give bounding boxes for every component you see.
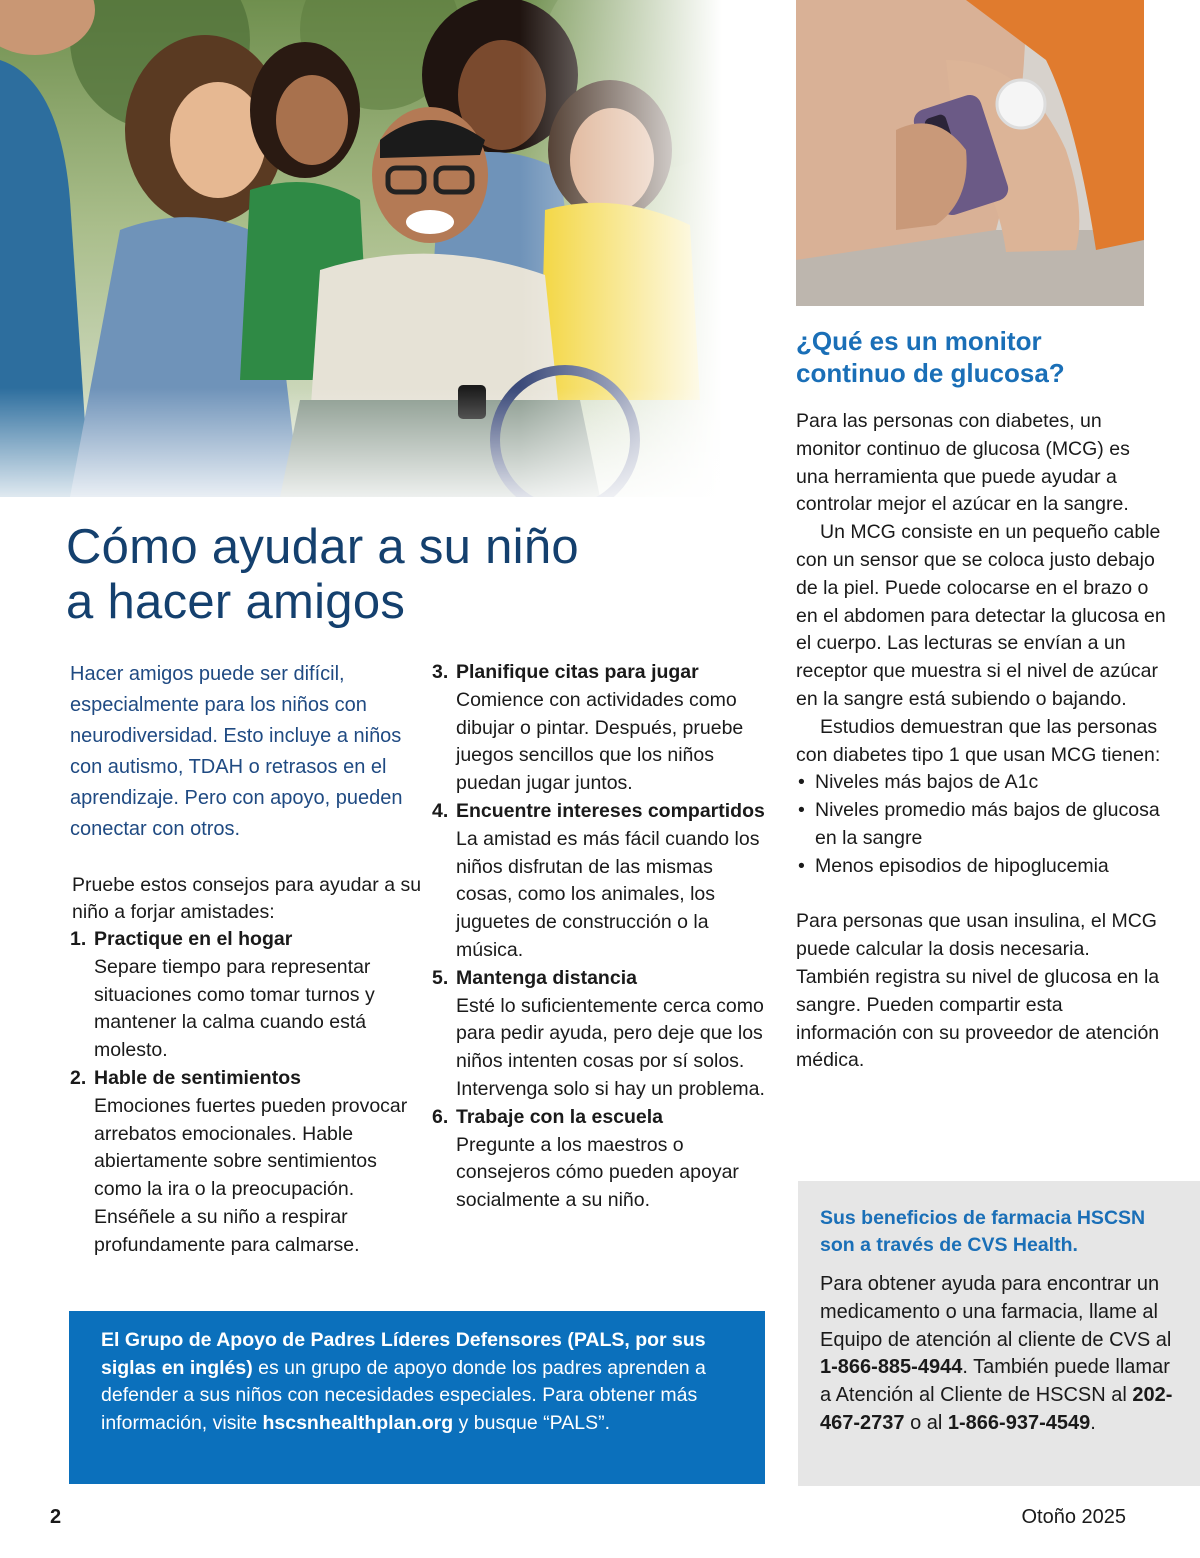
pharmacy-text-2: . También puede llamar a Atención al Cliente de HSCSN al xyxy=(820,1356,1170,1407)
pharmacy-heading: Sus beneficios de farmacia HSCSN son a través de CVS Health. xyxy=(820,1207,1146,1256)
tip-body: Emociones fuertes pueden provocar arrebatos emocionales. Hable abiertamente sobre sentimientos como la ira o la preocupación. Enséñele a su niño a respirar profundamente para calmarse. xyxy=(94,1094,408,1256)
cgm-paragraph-2: Un MCG consiste en un pequeño cable con un sensor que se coloca justo debajo de la piel. Puede colocarse en el brazo o en el abdomen para detectar la glucosa en el cuerpo. Las lecturas se envían a un receptor que muestra si el nivel de azúcar en la sangre está subiendo o bajando. xyxy=(796,521,1166,710)
children-photo-illustration xyxy=(0,0,722,497)
glucose-monitor-photo xyxy=(796,0,1144,306)
pals-text-2: y busque “PALS”. xyxy=(453,1411,610,1434)
cgm-paragraph-4: Para personas que usan insulina, el MCG puede calcular la dosis necesaria. También registra su nivel de glucosa en la sangre. Pueden compartir esta información con su proveedor de atención médica. xyxy=(796,910,1160,1072)
list-item: • Menos episodios de hipoglucemia xyxy=(796,853,1166,881)
tip-heading: Trabaje con la escuela xyxy=(456,1105,664,1128)
tip-item xyxy=(432,798,772,965)
issue-label: Otoño 2025 xyxy=(1021,1506,1126,1528)
tips-lead: Pruebe estos consejos para ayudar a su niño a forjar amistades: xyxy=(72,874,422,923)
tip-body: Separe tiempo para representar situaciones como tomar turnos y mantener la calma cuando está molesto. xyxy=(94,955,375,1062)
cgm-heading: ¿Qué es un monitor continuo de glucosa? xyxy=(796,326,1065,388)
pals-website-link[interactable]: hscsnhealthplan.org xyxy=(262,1411,454,1434)
tip-number: 1. xyxy=(70,928,87,950)
tip-body: Comience con actividades como dibujar o pintar. Después, pruebe juegos sencillos que los niños puedan jugar juntos. xyxy=(456,688,744,795)
tip-body: Pregunte a los maestros o consejeros cómo pueden apoyar socialmente a su niño. xyxy=(456,1133,739,1212)
cgm-article-body xyxy=(796,408,1166,1075)
cgm-paragraph-1: Para las personas con diabetes, un monitor continuo de glucosa (MCG) es una herramienta que puede ayudar a controlar mejor el azúcar en la sangre. xyxy=(796,410,1130,516)
tip-body: La amistad es más fácil cuando los niños disfrutan de las mismas cosas, como los animales, los juguetes de construcción o la música. xyxy=(456,827,760,961)
list-item: • Niveles promedio más bajos de glucosa en la sangre xyxy=(796,797,1166,853)
article-title-line-2: a hacer amigos xyxy=(66,575,406,629)
tips-list-column-1 xyxy=(70,926,410,1260)
hscsn-phone-number-1[interactable]: 202-467-2737 xyxy=(820,1384,1173,1434)
tip-item xyxy=(70,1065,410,1260)
pharmacy-text xyxy=(820,1271,1180,1438)
cgm-paragraph-3: Estudios demuestran que las personas con diabetes tipo 1 que usan MCG tienen: xyxy=(796,715,1161,766)
pals-callout-box xyxy=(69,1311,765,1484)
tip-number: 2. xyxy=(70,1066,87,1089)
hscsn-phone-number-2[interactable]: 1-866-937-4549 xyxy=(947,1411,1091,1434)
tip-item xyxy=(432,1104,772,1215)
glucose-monitor-photo-illustration xyxy=(796,0,1144,306)
tip-heading: Hable de sentimientos xyxy=(94,1066,301,1089)
article-title-line-1: Cómo ayudar a su niño xyxy=(66,520,579,574)
children-group-photo xyxy=(0,0,722,497)
tip-item xyxy=(70,926,410,1065)
pals-bold-intro: El Grupo de Apoyo de Padres Líderes Defensores (PALS, por sus siglas en inglés) xyxy=(101,1329,706,1379)
tip-number: 5. xyxy=(432,966,449,989)
tip-number: 3. xyxy=(432,661,449,683)
pharmacy-text-3: o al xyxy=(904,1411,948,1434)
tip-heading: Planifique citas para jugar xyxy=(456,661,699,683)
pharmacy-text-4: . xyxy=(1090,1411,1096,1434)
tips-list-column-2 xyxy=(432,659,772,1215)
article-title xyxy=(66,520,706,630)
page-number: 2 xyxy=(50,1506,62,1528)
tip-number: 4. xyxy=(432,799,449,822)
tip-body: Esté lo suficientemente cerca como para pedir ayuda, pero deje que los niños intenten cosas por sí solos. Intervenga solo si hay un problema. xyxy=(456,994,765,1100)
pals-text-1: es un grupo de apoyo donde los padres aprenden a defender a sus niños con necesidades especiales. Para obtener más información, visite xyxy=(101,1356,706,1434)
tip-item xyxy=(432,965,772,1104)
cgm-benefits-list xyxy=(796,769,1166,880)
article-intro: Hacer amigos puede ser difícil, especialmente para los niños con neurodiversidad. Esto incluye a niños con autismo, TDAH o retrasos en el aprendizaje. Pero con apoyo, pueden conectar con otros. xyxy=(70,663,403,840)
tip-heading: Practique en el hogar xyxy=(94,928,293,950)
tip-item xyxy=(432,659,772,798)
tip-heading: Encuentre intereses compartidos xyxy=(456,799,765,822)
tip-number: 6. xyxy=(432,1105,449,1128)
list-item: • Niveles más bajos de A1c xyxy=(796,769,1166,797)
pharmacy-benefits-box xyxy=(798,1181,1200,1486)
cvs-phone-number[interactable]: 1-866-885-4944 xyxy=(820,1356,963,1379)
pals-callout-text xyxy=(101,1327,735,1437)
tip-heading: Mantenga distancia xyxy=(456,966,637,989)
pharmacy-text-1: Para obtener ayuda para encontrar un medicamento o una farmacia, llame al Equipo de atención al cliente de CVS al xyxy=(820,1273,1172,1351)
